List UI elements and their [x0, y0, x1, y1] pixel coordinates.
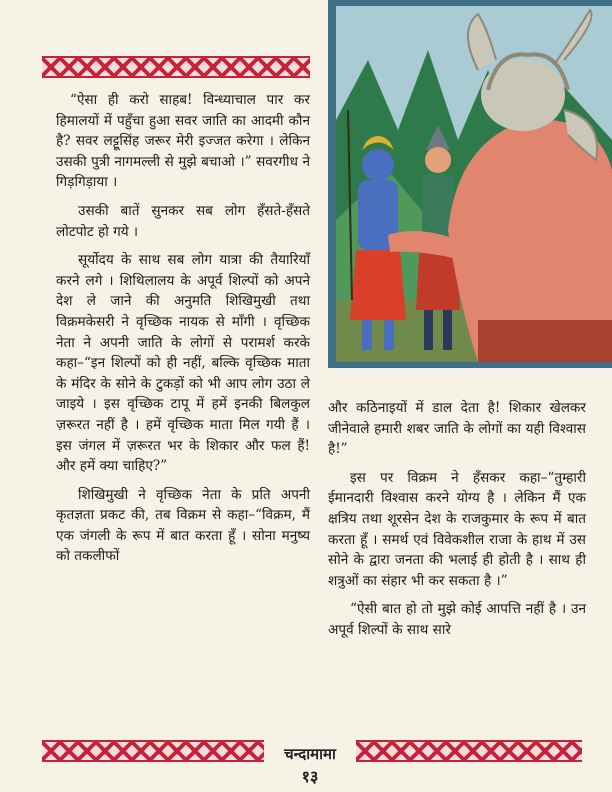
footer-ornamental-border-left — [42, 740, 264, 762]
paragraph: उसकी बातें सुनकर सब लोग हँसते-हँसते लोटपोट हो गये । — [56, 202, 310, 240]
story-illustration — [328, 0, 612, 368]
footer-ornamental-border-right — [356, 740, 582, 762]
page-number: १३ — [301, 767, 319, 786]
paragraph: “ऐसा ही करो साहब! विन्ध्याचाल पार कर हिमालयों में पहुँचा हुआ सवर जाति का आदमी कौन है? सवर लट्टूसिंह जरूर मेरी इज्जत करेगा । लेकिन उसकी पुत्री नागमल्ली से मुझे बचाओ ।” सवरगीध ने गिड़गिड़ाया । — [56, 92, 310, 191]
paragraph: “ऐसी बात हो तो मुझे कोई आपत्ति नहीं है । उन अपूर्व शिल्पों के साथ सारे — [328, 601, 586, 638]
right-text-column — [328, 398, 586, 649]
magazine-name: चन्दामामा — [284, 745, 336, 763]
paragraph: सूर्योदय के साथ सब लोग यात्रा की तैयारियाँ करने लगे । शिथिलालय के अपूर्व शिल्पों को अपने देश ले जाने की अनुमति शिखिमुखी तथा विक्रमकेसरी ने वृच्छिक नायक से माँगी । वृच्छिक नेता ने अपनी जाति के लोगों से परामर्श करके कहा–“इन शिल्पों को ही नहीं, बल्कि वृच्छिक माता के मंदिर के सोने के टुकड़ों को भी आप लोग उठा ले जाइये । इस वृच्छिक टापू में हमें इनकी बिलकुल ज़रूरत नहीं है । हमें वृच्छिक माता मिल गयी हैं । इस जंगल में ज़रूरत भर के शिकार और फल हैं! और हमें क्या चाहिए?” — [56, 252, 310, 475]
left-text-column — [56, 90, 310, 575]
paragraph: शिखिमुखी ने वृच्छिक नेता के प्रति अपनी कृतज्ञता प्रकट की, तब विक्रम से कहा–“विक्रम, मैं एक जंगली के रूप में बात करता हूँ । सोना मनुष्य को तकलीफों — [56, 486, 310, 565]
paragraph: इस पर विक्रम ने हँसकर कहा–“तुम्हारी ईमानदारी विश्वास करने योग्य है । लेकिन मैं एक क्षत्रिय तथा शूरसेन देश के राजकुमार के रूप में बात करता हूँ । समर्थ एवं विवेकशील राजा के हाथ में उस सोने के द्वारा जनता की भलाई ही होती है । साथ ही शत्रुओं का संहार भी कर सकता है ।” — [328, 469, 586, 589]
paragraph: और कठिनाइयों में डाल देता है! शिकार खेलकर जीनेवाले हमारी शबर जाति के लोगों का यही विश्वास है!” — [328, 400, 586, 458]
top-ornamental-border — [42, 56, 310, 78]
